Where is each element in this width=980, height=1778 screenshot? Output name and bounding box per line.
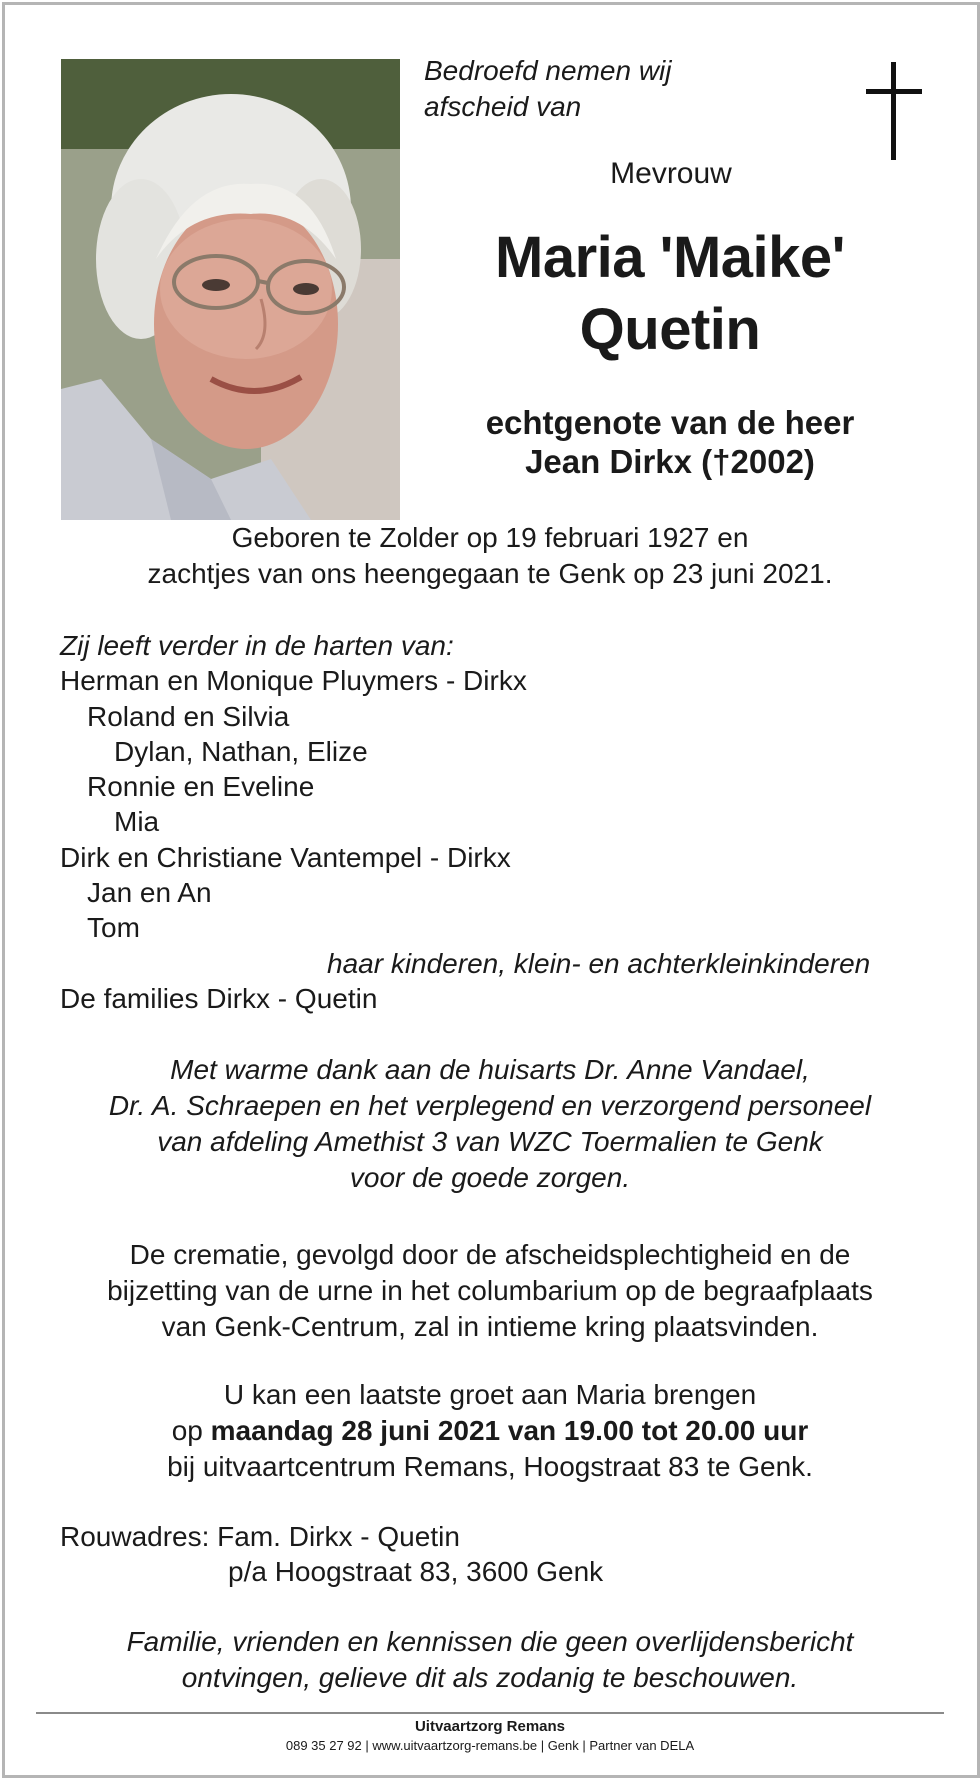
cremation-text: De crematie, gevolgd door de afscheidsplechtigheid en de bijzetting van de urne in het columbarium op de begraafplaats van Genk-Centrum, zal in intieme kring plaatsvinden.: [107, 1239, 873, 1342]
list-item: Dylan, Nathan, Elize: [114, 735, 368, 767]
list-item: Dirk en Christiane Vantempel - Dirkx: [60, 841, 511, 873]
families-line: De families Dirkx - Quetin: [60, 982, 378, 1014]
list-item: Ronnie en Eveline: [87, 771, 315, 803]
survivors-list: [60, 628, 870, 1016]
funeral-home-name: Uitvaartzorg Remans: [414, 1718, 566, 1735]
deceased-name: Maria 'Maike' Quetin: [495, 225, 845, 362]
list-item: Tom: [87, 912, 140, 944]
cross-icon: [866, 62, 922, 160]
list-item: Herman en Monique Pluymers - Dirkx: [60, 665, 527, 697]
funeral-home-info: 089 35 27 92 | www.uitvaartzorg-remans.be | Genk | Partner van DELA: [285, 1738, 695, 1753]
list-item: Roland en Silvia: [87, 700, 290, 732]
footer-divider: [36, 1712, 944, 1714]
birth-death-text: Geboren te Zolder op 19 februari 1927 en zachtjes van ons heengegaan te Genk op 23 juni 2021.: [147, 522, 833, 589]
survivors-heading: Zij leeft verder in de harten van:: [60, 630, 454, 661]
visitation-datetime: maandag 28 juni 2021 van 19.00 tot 20.00 uur: [210, 1415, 809, 1446]
visitation-text: U kan een laatste groet aan Maria brengen op maandag 28 juni 2021 van 19.00 tot 20.00 uur bij uitvaartcentrum Remans, Hoogstraat 83 te Genk.: [167, 1379, 813, 1482]
title-prefix: Mevrouw: [610, 157, 732, 190]
mourning-address-line2: p/a Hoogstraat 83, 3600 Genk: [228, 1556, 604, 1587]
intro-text: Bedroefd nemen wij afscheid van: [424, 55, 672, 122]
survivors-caption: haar kinderen, klein- en achterkleinkinderen: [327, 947, 871, 979]
list-item: Jan en An: [87, 877, 212, 909]
spouse-line: echtgenote van de heer Jean Dirkx (†2002): [485, 404, 855, 480]
portrait-photo: [61, 59, 400, 520]
list-item: Mia: [114, 806, 160, 838]
mourning-address-line1: Rouwadres: Fam. Dirkx - Quetin: [60, 1521, 460, 1552]
closing-text: Familie, vrienden en kennissen die geen overlijdensbericht ontvingen, gelieve dit als zodanig te beschouwen.: [126, 1626, 854, 1693]
thanks-text: Met warme dank aan de huisarts Dr. Anne Vandael, Dr. A. Schraepen en het verplegend en verzorgend personeel van afdeling Amethist 3 van WZC Toermalien te Genk voor de goede zorgen.: [108, 1054, 872, 1193]
